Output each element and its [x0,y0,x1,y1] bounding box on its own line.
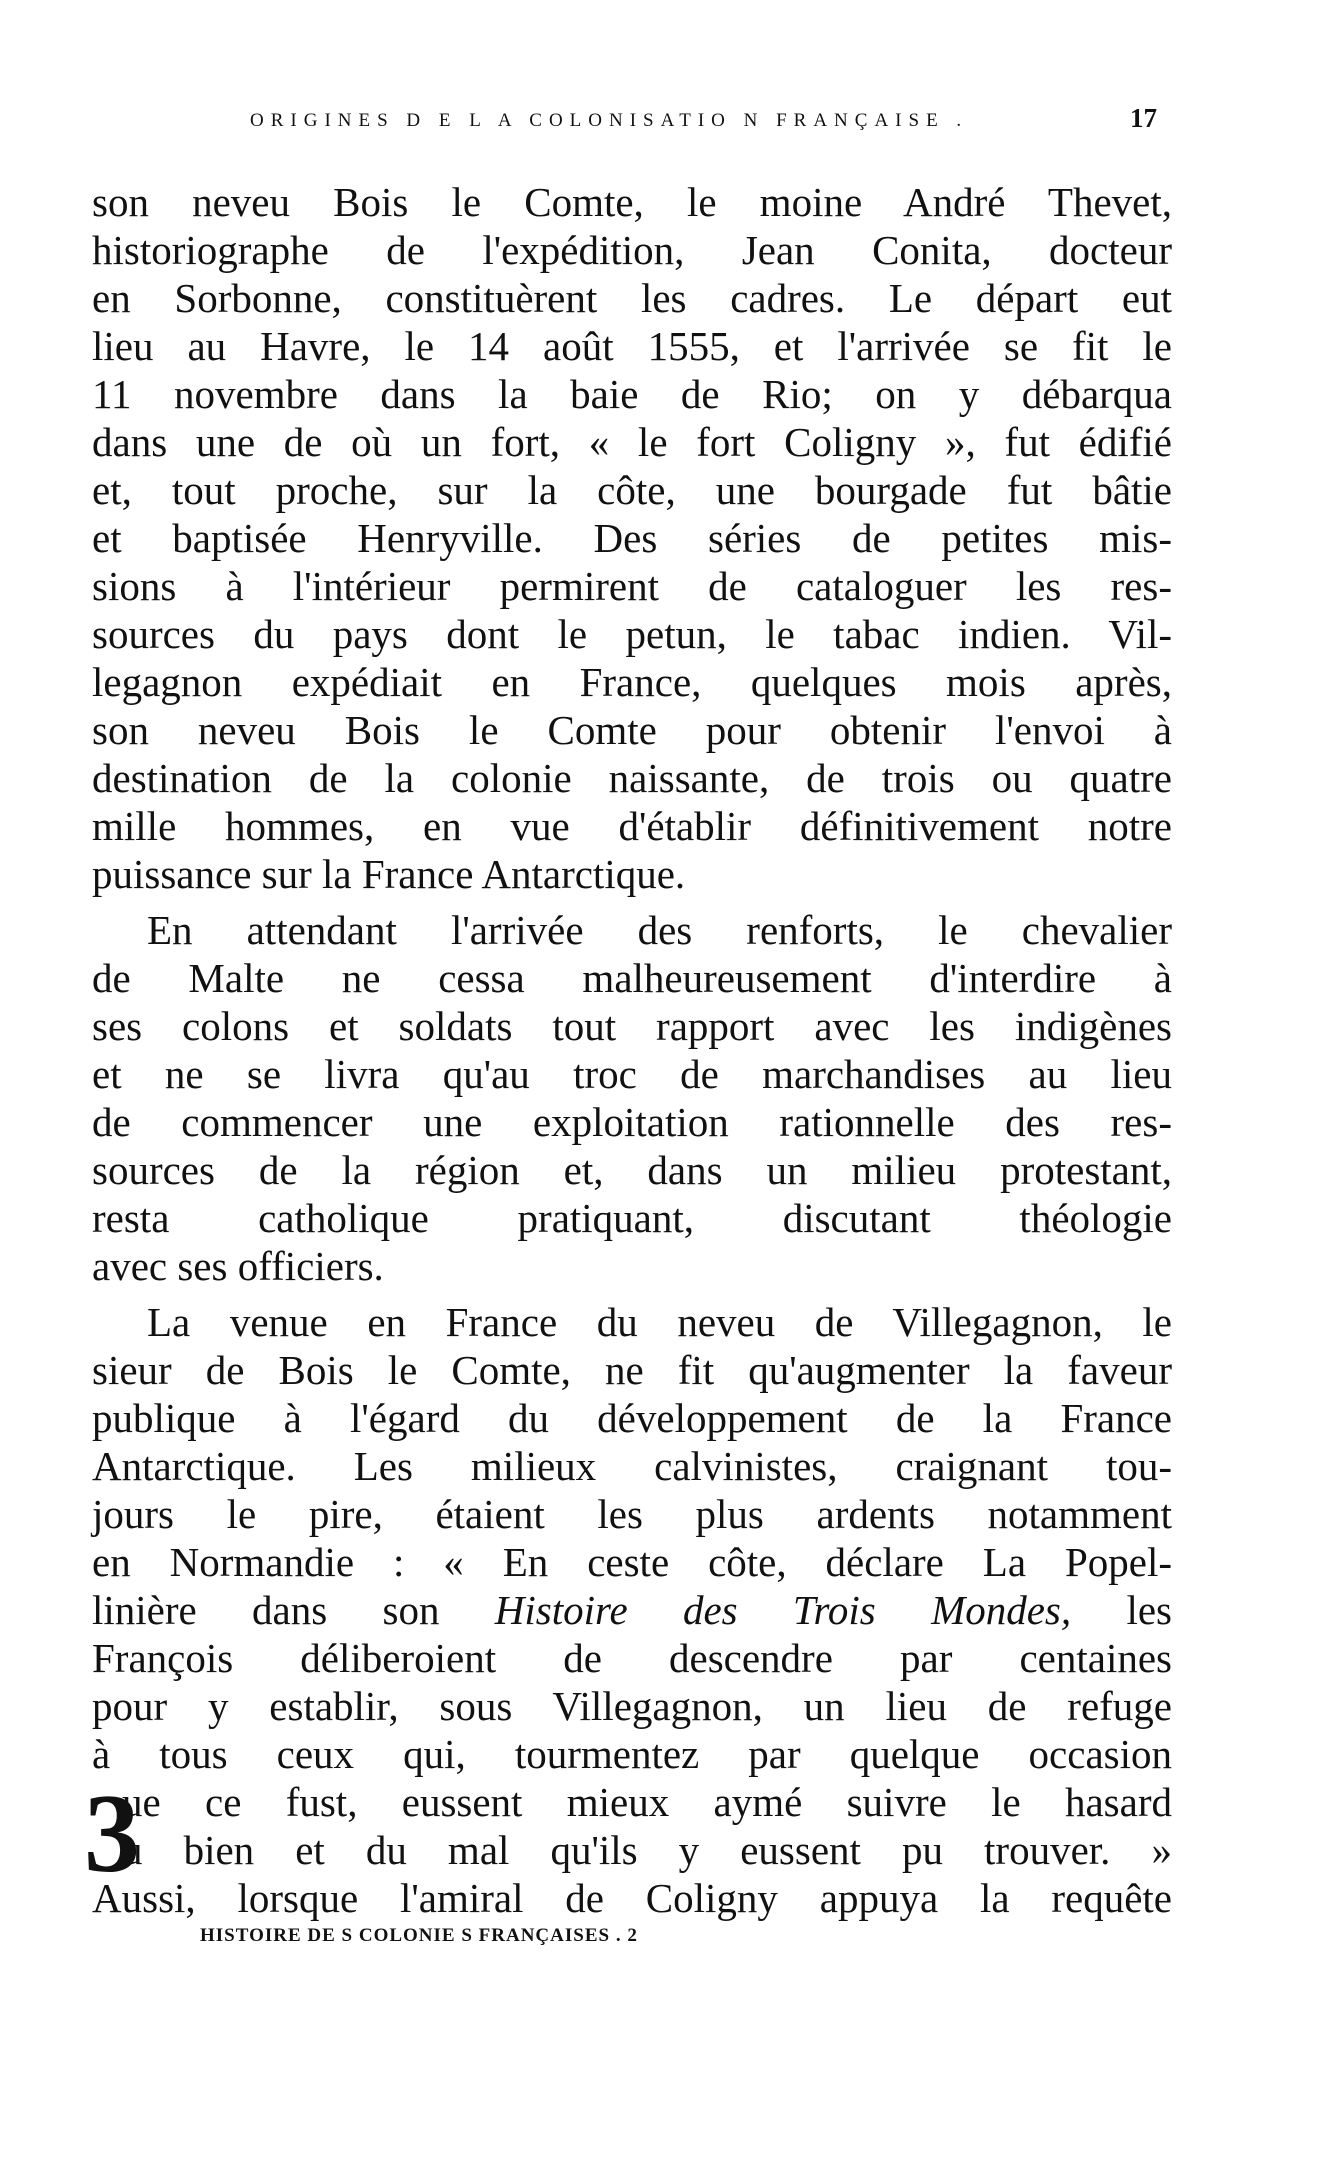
text-line: sions à l'intérieur permirent de cataloguer les res- [92,563,1172,609]
text-segment: linière dans son [92,1587,495,1633]
text-line: La venue en France du neveu de Villegagnon, le [147,1299,1172,1345]
text-line: destination de la colonie naissante, de trois ou quatre [92,755,1172,801]
text-line: publique à l'égard du développement de la France [92,1395,1172,1441]
text-line: mille hommes, en vue d'établir définitivement notre [92,803,1172,849]
text-line: legagnon expédiait en France, quelques mois après, [92,659,1172,705]
text-line: de Malte ne cessa malheureusement d'interdire à [92,955,1172,1001]
text-line: Antarctique. Les milieux calvinistes, craignant tou- [92,1443,1172,1489]
text-line: avec ses officiers. [92,1243,384,1289]
text-line: En attendant l'arrivée des renforts, le chevalier [147,907,1172,953]
running-head: ORIGINES D E L A COLONISATIO N FRANÇAISE . [250,110,969,131]
text-line: et baptisée Henryville. Des séries de petites mis- [92,515,1172,561]
text-line: en Normandie : « En ceste côte, déclare La Popel- [92,1539,1172,1585]
text-line-with-italic-title [92,1586,1172,1634]
text-line: sources du pays dont le petun, le tabac indien. Vil- [92,611,1172,657]
text-line: ue ce fust, eussent mieux aymé suivre le hasard [122,1779,1172,1825]
text-line: et ne se livra qu'au troc de marchandises au lieu [92,1051,1172,1097]
text-line: lieu au Havre, le 14 août 1555, et l'arrivée se fit le [92,323,1172,369]
text-line: ses colons et soldats tout rapport avec les indigènes [92,1003,1172,1049]
drop-cap: 3 [84,1772,140,1896]
text-line: jours le pire, étaient les plus ardents notamment [92,1491,1172,1537]
text-line: dans une de où un fort, « le fort Coligny », fut édifié [92,419,1172,465]
text-line: son neveu Bois le Comte pour obtenir l'envoi à [92,707,1172,753]
text-line: sources de la région et, dans un milieu protestant, [92,1147,1172,1193]
text-line: en Sorbonne, constituèrent les cadres. Le départ eut [92,275,1172,321]
text-line: et, tout proche, sur la côte, une bourgade fut bâtie [92,467,1172,513]
signature-footer: HISTOIRE DE S COLONIE S FRANÇAISES . 2 [200,1925,638,1946]
text-line: Aussi, lorsque l'amiral de Coligny appuya la requête [92,1875,1172,1921]
text-line: 11 novembre dans la baie de Rio; on y débarqua [92,371,1172,417]
book-title: Histoire des Trois Mondes, [494,1587,1072,1633]
text-line: u bien et du mal qu'ils y eussent pu trouver. » [122,1827,1172,1873]
body-text [84,178,1172,1922]
text-line: pour y establir, sous Villegagnon, un lieu de refuge [92,1683,1172,1729]
text-line: puissance sur la France Antarctique. [92,851,686,897]
page-number: 17 [1130,103,1157,133]
text-segment: les [1071,1587,1172,1633]
text-line: resta catholique pratiquant, discutant théologie [92,1195,1172,1241]
text-line: son neveu Bois le Comte, le moine André Thevet, [92,179,1172,225]
text-line: sieur de Bois le Comte, ne fit qu'augmenter la faveur [92,1347,1172,1393]
text-line: à tous ceux qui, tourmentez par quelque occasion [92,1731,1172,1777]
text-line: historiographe de l'expédition, Jean Conita, docteur [92,227,1172,273]
text-line: de commencer une exploitation rationnelle des res- [92,1099,1172,1145]
text-line: François déliberoient de descendre par centaines [92,1635,1172,1681]
